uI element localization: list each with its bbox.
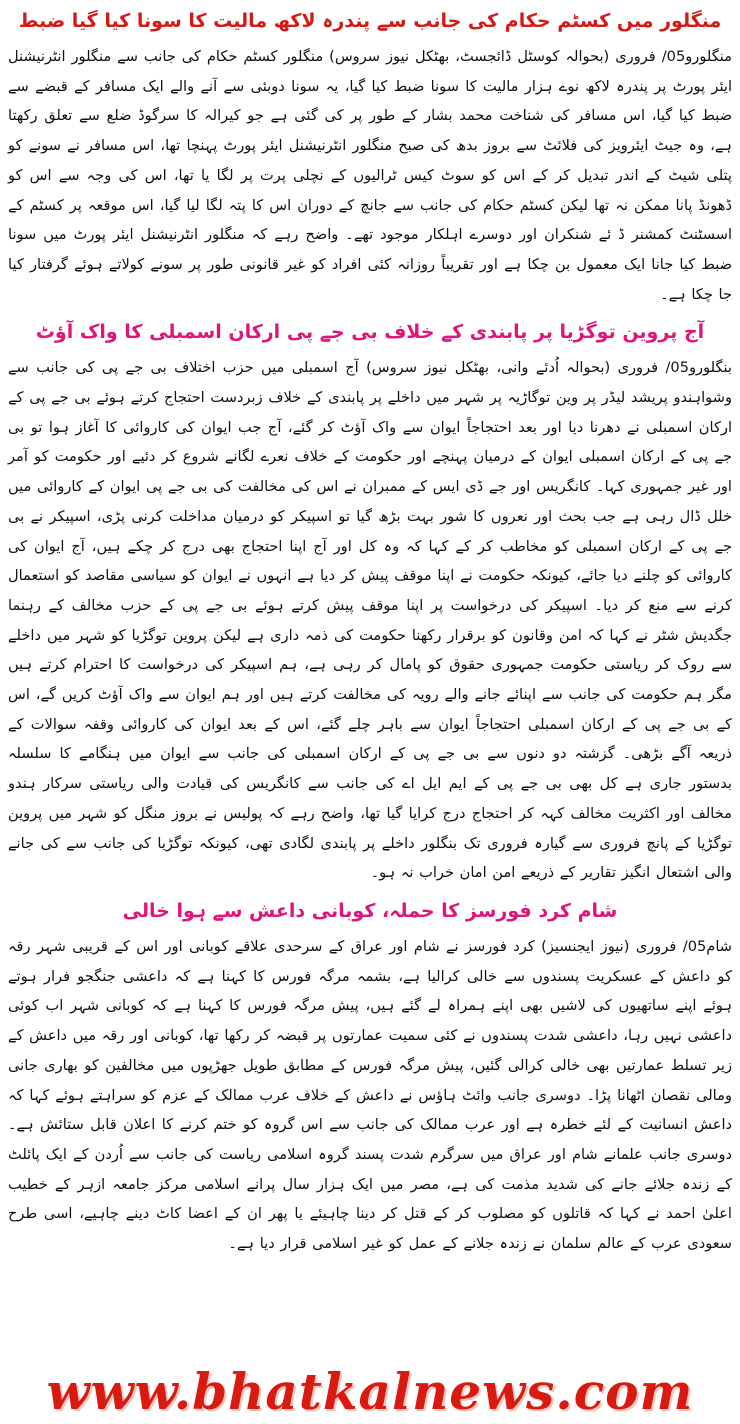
article-body: منگلورو05/ فروری (بحوالہ کوسٹل ڈائجسٹ، بھٹکل نیوز سروس) منگلور کسٹم حکام کی جانب سے منگلور انٹرنیشنل ایئر پورٹ پر پندرہ لاکھ نوے ہزار مالیت کا سونا ضبط کیا گیا، یہ سونا دوبئی سے آنے والے ایک مسافر کے قبضے سے ضبط کیا گیا، اس مسافر کی شناخت محمد بشار کے طور پر کی گئی ہے جو کیرالہ کا سرگوڈ ضلع سے تعلق رکھتا ہے، وہ جیٹ ایئرویز کی فلائٹ سے بروز بدھ کی صبح منگلور انٹرنیشنل ایئر پورٹ پہنچا تھا، اس مسافر نے سونے کو پتلی شیٹ کے اندر تبدیل کر کے اس کو سوٹ کیس ٹرالیوں کے نچلی پرت پر لگا یا تھا، اس کی وجہ سے اس کو ڈھونڈ پانا ممکن نہ تھا لیکن کسٹم حکام کی جانب سے جانچ کے دوران اس کا پتہ لگا لیا گیا، اس موقعہ پر کسٹم کے اسسٹنٹ کمشنر ڈ ئے شنکران اور دوسرے اہلکار موجود تھے۔ واضح رہے کہ منگلور انٹرنیشنل ایئر پورٹ میں سونا ضبط کیا جانا ایک معمول بن چکا ہے اور تقریباً روزانہ کئی افراد کو غیر قانونی طور پر سونے کولاتے ہوئے گرفتار کیا جا چکا ہے۔ bbox=[8, 48, 732, 303]
article-headline: شام کرد فورسز کا حملہ، کوبانی داعش سے ہوا خالی bbox=[122, 899, 618, 922]
article-body: بنگلورو05/ فروری (بحوالہ اُدئے وانی، بھٹکل نیوز سروس) آج اسمبلی میں حزب اختلاف بی جے پی کی جانب سے وشواہندو پریشد لیڈر پر وین توگاڑیہ پر شہر میں داخلے پر پابندی کے خلاف زبردست احتجاج کرتے ہوئے بی جے پی کے ارکان اسمبلی نے دھرنا دیا اور بعد احتجاجاً ایوان سے واک آؤٹ کر گئے، آج جب ایوان کی کاروائی کا آغاز ہوا تو بی جے پی کے ارکان اسمبلی ایوان کے درمیان پہنچے اور حکومت کے خلاف نعرے لگانے شروع کر دئیے اور حکومت کو آمر اور غیر جمہوری کہا۔ کانگریس اور جے ڈی ایس کے ممبران نے اس کی مخالفت کی بی جے پی ایوان کے کاروائی میں خلل ڈال رہی ہے جب بحث اور نعروں کا شور بہت بڑھ گیا تو اسپیکر کو درمیان مداخلت کرنی پڑی، اسپیکر نے بی جے پی کے ارکان اسمبلی کو مخاطب کر کے کہا کہ وہ کل اور آج اپنا احتجاج بھی درج کر چکے ہیں، آج ایوان کی کاروائی کو چلنے دیا جائے، کیونکہ حکومت نے اپنا موقف پیش کر دیا ہے انہوں نے ایوان کو سیاسی مقاصد کو استعمال کرنے سے منع کر دیا۔ اسپیکر کی درخواست پر اپنا موقف پیش کرتے ہوئے بی جے پی کے حزب مخالف کے رہنما جگدیش شٹر نے کہا کہ امن وقانون کو برقرار رکھنا حکومت کی ذمہ داری ہے لیکن پروین توگڑیا کو شہر میں داخلے سے روک کر ریاستی حکومت جمہوری حقوق کو پامال کر رہی ہے، ہم اسپیکر کی درخواست کا احترام کرتے ہیں مگر ہم حکومت کی جانب سے اپنائے جانے والے رویہ کی مخالفت کرتے ہیں اور ہم ایوان سے واک آؤٹ کریں گے، اس کے بی جے پی کے ارکان اسمبلی احتجاجاً ایوان سے باہر چلے گئے، اس کے بعد ایوان کی کاروائی وقفہ سوالات کے ذریعہ آگے بڑھی۔ گزشتہ دو دنوں سے بی جے پی کے ارکان اسمبلی کی جانب سے ایوان میں ہنگامے کا سلسلہ بدستور جاری ہے کل بھی بی جے پی کے ایم ایل اے کی جانب سے کانگریس کی قیادت والی ریاستی سرکار ہندو مخالف اور اکثریت مخالف کہہ کر احتجاج درج کرایا گیا تھا، واضح رہے کہ پولیس نے بروز منگل کو شہر میں پروین توگڑیا کے پانچ فروری سے گیارہ فروری تک بنگلور داخلے پر پابندی لگادی تھی، کیونکہ توگڑیا کی جانب سے کی جانے والی اشتعال انگیز تقاریر کے ذریعے امن امان خراب نہ ہو۔ bbox=[8, 359, 732, 882]
site-logo-text: www.bhatkalnews.com bbox=[46, 1361, 694, 1421]
article-headline: آج پروین توگڑیا پر پابندی کے خلاف بی جے پی ارکان اسمبلی کا واک آؤٹ bbox=[35, 321, 705, 344]
article-customs-gold bbox=[8, 8, 732, 309]
article-headline: منگلور میں کسٹم حکام کی جانب سے پندرہ لاکھ مالیت کا سونا کیا گیا ضبط bbox=[18, 10, 722, 32]
article-assembly-walkout bbox=[8, 319, 732, 888]
article-kobani bbox=[8, 898, 732, 1259]
article-body: شام05/ فروری (نیوز ایجنسیز) کرد فورسز نے شام اور عراق کے سرحدی علاقے کوبانی اور اس کے قریبی شہر رقہ کو داعش کے عسکریت پسندوں سے خالی کرالیا ہے، بشمہ مرگہ فورس کا کہنا ہے کہ داعشی جنگجو فرار ہوتے ہوئے اپنے ساتھیوں کی لاشیں بھی اپنے ہمراہ لے گئے ہیں، پیش مرگہ فورس کا کہنا ہے کہ کوبانی شہر اب کوئی داعشی نہیں رہا، داعشی شدت پسندوں نے کئی سمیت عمارتوں پر قبضہ کر رکھا تھا، کوبانی اور رقہ میں داعش کے زیر تسلط عمارتیں بھی خالی کرالی گئیں، پیش مرگہ فورس کے مطابق طویل جھڑپوں میں مخالفین کو بھاری جانی ومالی نقصان اٹھانا پڑا۔ دوسری جانب وائٹ ہاؤس نے داعش کے خلاف عرب ممالک کے عزم کو سراہتے ہوئے کہا کہ داعش انسانیت کے لئے خطرہ ہے اور عرب ممالک کی جانب سے اس گروہ کو ختم کرنے کا اعلان قابل ستائش ہے۔ دوسری جانب علمانے شام اور عراق میں سرگرم شدت پسند گروہ اسلامی ریاست کی جانب سے اُردن کے ایک پائلٹ کے زندہ جلائے جانے کی شدید مذمت کی ہے، مصر میں ایک ہزار سال پرانے اسلامی مرکز جامعہ ازہر کے خطیب اعلیٰ احمد نے کہا کہ قاتلوں کو مصلوب کر کے قتل کر دینا چاہیئے یا پھر ان کے اعضا کاٹ دینے چاہیے، اسی طرح سعودی عرب کے عالم سلمان نے زندہ جلانے کے عمل کو غیر اسلامی قرار دیا ہے۔ bbox=[8, 937, 732, 1253]
footer-banner bbox=[0, 1360, 740, 1422]
